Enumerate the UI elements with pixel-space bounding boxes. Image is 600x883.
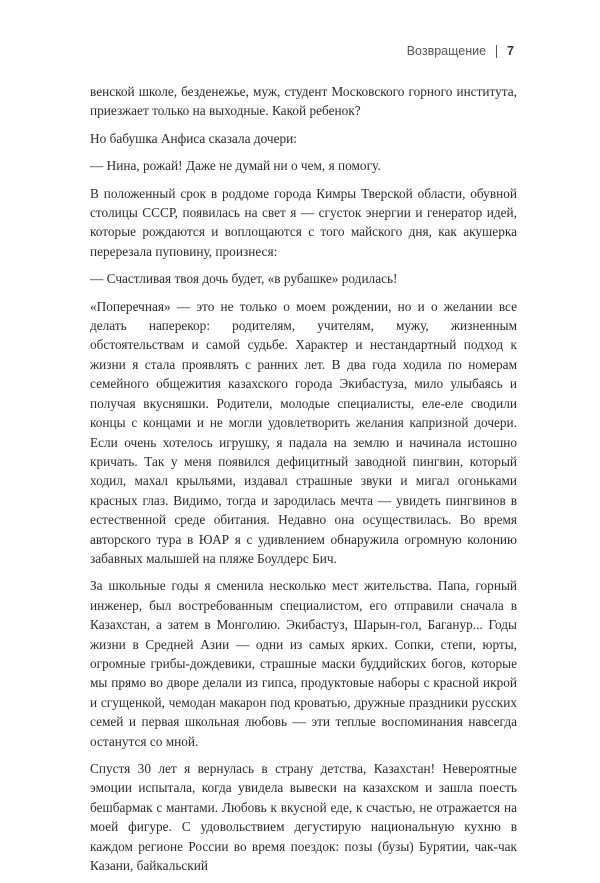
dialogue-line: — Нина, рожай! Даже не думай ни о чем, я помогу. (90, 158, 381, 174)
paragraph: За школьные годы я сменила несколько мест жительства. Папа, горный инженер, был востребованным специалистом, его отправили сначала в Казахстан, а затем в Монголию. Экибастуз, Шарын-гол, Баганур... Годы жизни в Средней Азии — одни из самых ярких. Сопки, степи, юрты, огромные грибы-дождевики, страшные маски буддийских богов, которые мы прямо во дворе делали из гипса, продуктовые наборы с красной икрой и сгущенкой, чемодан макарон под кроватью, дружные праздники русских семей и первая школьная любовь — эти теплые воспоминания навсегда останутся со мной. (90, 578, 517, 749)
paragraph: венской школе, безденежье, муж, студент Московского горного института, приезжает только на выходные. Какой ребенок? (90, 84, 517, 119)
paragraph: В положенный срок в роддоме города Кимры Тверской области, обувной столицы СССР, появилась на свет я — сгусток энергии и генератор идей, которые рождаются и воплощаются с того майского дня, как акушерка перерезала пуповину, произнеся: (90, 185, 517, 259)
header-divider (496, 45, 497, 58)
paragraph: «Поперечная» — это не только о моем рождении, но и о желании все делать наперекор: родителям, учителям, мужу, жизненным обстоятельствам и самой судьбе. Характер и нестандартный подход к жизни я стала проявлять с ранних лет. В два года ходила по номерам семейного общежития казахского города Экибастуза, мило улыбаясь и получая вкусняшки. Родители, молодые специалисты, еле-еле сводили концы с концами и не могли удовлетворить желания капризной дочери. Если очень хотелось игрушку, я падала на землю и начинала истошно кричать. Так у меня появился дефицитный заводной пингвин, который ходил, махал крыльями, издавал страшные звуки и мигал огоньками красных глаз. Видимо, тогда и зародилась мечта — увидеть пингвинов в естественной среде обитания. Недавно она осуществилась. Во время авторского тура в ЮАР я с удивлением обнаружила огромную колонию забавных малышей на пляже Боулдерс Бич. (90, 298, 517, 566)
paragraph: Но бабушка Анфиса сказала дочери: (90, 130, 297, 146)
section-title: Возвращение (406, 44, 487, 58)
running-header (407, 44, 514, 58)
page-number: 7 (507, 44, 514, 58)
dialogue-line: — Счастливая твоя дочь будет, «в рубашке» родилась! (90, 271, 398, 287)
paragraph: Спустя 30 лет я вернулась в страну детства, Казахстан! Невероятные эмоции испытала, когда увидела вывески на казахском и зашла поесть бешбармак с мантами. Любовь к вкусной еде, к счастью, не отражается на моей фигуре. С удовольствием дегустирую национальную кухню в каждом регионе России во время поездок: позы (бузы) Бурятии, чак-чак Казани, байкальский (90, 761, 517, 874)
body-text (90, 82, 517, 883)
